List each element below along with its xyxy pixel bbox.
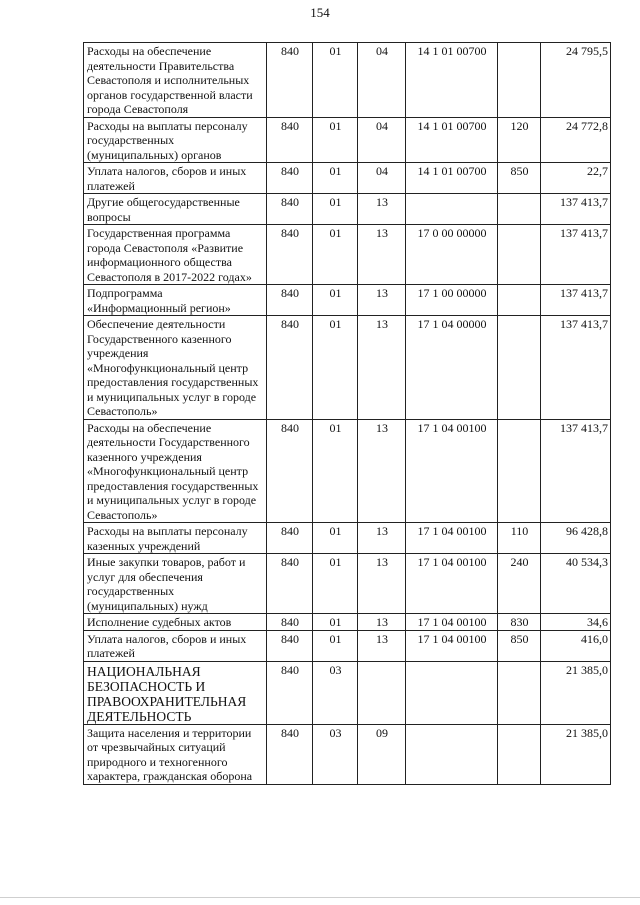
expense-type-cell: 850: [498, 163, 541, 194]
amount-cell: 24 795,5: [541, 43, 611, 118]
table-row: [84, 554, 611, 614]
amount-cell: 21 385,0: [541, 661, 611, 724]
subsection-code-cell: 13: [358, 285, 406, 316]
subsection-code-cell: 13: [358, 554, 406, 614]
target-article-cell: 17 1 04 00100: [406, 554, 498, 614]
expense-type-cell: [498, 225, 541, 285]
expense-type-cell: 830: [498, 614, 541, 631]
target-article-cell: 17 1 04 00100: [406, 419, 498, 523]
expense-name-cell: Другие общегосударственные вопросы: [84, 194, 267, 225]
admin-code-cell: 840: [267, 523, 313, 554]
amount-cell: 22,7: [541, 163, 611, 194]
expense-type-cell: [498, 724, 541, 784]
admin-code-cell: 840: [267, 194, 313, 225]
expense-name-cell: Расходы на выплаты персоналу казенных учреждений: [84, 523, 267, 554]
admin-code-cell: 840: [267, 163, 313, 194]
section-code-cell: 01: [313, 316, 358, 420]
section-code-cell: 01: [313, 523, 358, 554]
amount-cell: 34,6: [541, 614, 611, 631]
budget-table: [83, 42, 611, 785]
table-row: [84, 661, 611, 724]
amount-cell: 96 428,8: [541, 523, 611, 554]
section-code-cell: 01: [313, 419, 358, 523]
admin-code-cell: 840: [267, 117, 313, 163]
expense-type-cell: [498, 194, 541, 225]
expense-name-cell: Подпрограмма «Информационный регион»: [84, 285, 267, 316]
target-article-cell: 17 1 04 00100: [406, 523, 498, 554]
target-article-cell: 17 1 00 00000: [406, 285, 498, 316]
admin-code-cell: 840: [267, 225, 313, 285]
admin-code-cell: 840: [267, 661, 313, 724]
expense-name-cell: Исполнение судебных актов: [84, 614, 267, 631]
expense-name-cell: Расходы на выплаты персоналу государственных (муниципальных) органов: [84, 117, 267, 163]
expense-type-cell: [498, 316, 541, 420]
target-article-cell: [406, 724, 498, 784]
target-article-cell: [406, 661, 498, 724]
admin-code-cell: 840: [267, 630, 313, 661]
expense-type-cell: [498, 43, 541, 118]
target-article-cell: 17 1 04 00100: [406, 630, 498, 661]
table-row: [84, 614, 611, 631]
target-article-cell: 17 0 00 00000: [406, 225, 498, 285]
amount-cell: 137 413,7: [541, 194, 611, 225]
section-code-cell: 01: [313, 43, 358, 118]
amount-cell: 137 413,7: [541, 419, 611, 523]
expense-type-cell: 120: [498, 117, 541, 163]
admin-code-cell: 840: [267, 724, 313, 784]
expense-type-cell: [498, 661, 541, 724]
section-code-cell: 01: [313, 194, 358, 225]
table-row: [84, 316, 611, 420]
target-article-cell: 14 1 01 00700: [406, 117, 498, 163]
target-article-cell: 14 1 01 00700: [406, 163, 498, 194]
admin-code-cell: 840: [267, 614, 313, 631]
expense-name-cell: НАЦИОНАЛЬНАЯ БЕЗОПАСНОСТЬ И ПРАВООХРАНИТЕЛЬНАЯ ДЕЯТЕЛЬНОСТЬ: [84, 661, 267, 724]
expense-name-cell: Государственная программа города Севастополя «Развитие информационного общества Севастополя в 2017-2022 годах»: [84, 225, 267, 285]
table-row: [84, 419, 611, 523]
admin-code-cell: 840: [267, 43, 313, 118]
expense-name-cell: Иные закупки товаров, работ и услуг для обеспечения государственных (муниципальных) нужд: [84, 554, 267, 614]
expense-name-cell: Расходы на обеспечение деятельности Правительства Севастополя и исполнительных органов государственной власти города Севастополя: [84, 43, 267, 118]
expense-type-cell: [498, 419, 541, 523]
section-code-cell: 01: [313, 630, 358, 661]
section-code-cell: 01: [313, 163, 358, 194]
target-article-cell: 17 1 04 00000: [406, 316, 498, 420]
expense-name-cell: Расходы на обеспечение деятельности Государственного казенного учреждения «Многофункциональный центр предоставления государственных и муниципальных услуг в городе Севастополь»: [84, 419, 267, 523]
table-row: [84, 285, 611, 316]
expense-type-cell: [498, 285, 541, 316]
amount-cell: 137 413,7: [541, 316, 611, 420]
amount-cell: 24 772,8: [541, 117, 611, 163]
section-code-cell: 01: [313, 614, 358, 631]
expense-name-cell: Обеспечение деятельности Государственного казенного учреждения «Многофункциональный центр предоставления государственных и муниципальных услуг в городе Севастополь»: [84, 316, 267, 420]
target-article-cell: 17 1 04 00100: [406, 614, 498, 631]
target-article-cell: [406, 194, 498, 225]
page-number: 154: [310, 5, 330, 20]
admin-code-cell: 840: [267, 316, 313, 420]
subsection-code-cell: [358, 661, 406, 724]
table-row: [84, 523, 611, 554]
amount-cell: 137 413,7: [541, 225, 611, 285]
section-code-cell: 03: [313, 724, 358, 784]
subsection-code-cell: 04: [358, 163, 406, 194]
subsection-code-cell: 13: [358, 523, 406, 554]
admin-code-cell: 840: [267, 285, 313, 316]
expense-type-cell: 850: [498, 630, 541, 661]
subsection-code-cell: 13: [358, 225, 406, 285]
table-row: [84, 117, 611, 163]
amount-cell: 416,0: [541, 630, 611, 661]
section-code-cell: 01: [313, 554, 358, 614]
amount-cell: 40 534,3: [541, 554, 611, 614]
subsection-code-cell: 13: [358, 614, 406, 631]
table-row: [84, 225, 611, 285]
table-row: [84, 194, 611, 225]
subsection-code-cell: 13: [358, 316, 406, 420]
table-row: [84, 43, 611, 118]
amount-cell: 137 413,7: [541, 285, 611, 316]
section-code-cell: 01: [313, 225, 358, 285]
expense-type-cell: 110: [498, 523, 541, 554]
section-code-cell: 01: [313, 285, 358, 316]
section-code-cell: 03: [313, 661, 358, 724]
subsection-code-cell: 04: [358, 43, 406, 118]
amount-cell: 21 385,0: [541, 724, 611, 784]
target-article-cell: 14 1 01 00700: [406, 43, 498, 118]
table-row: [84, 163, 611, 194]
expense-type-cell: 240: [498, 554, 541, 614]
table-row: [84, 630, 611, 661]
subsection-code-cell: 13: [358, 419, 406, 523]
budget-table-body: [84, 43, 611, 785]
bottom-edge-line: [0, 897, 640, 898]
table-row: [84, 724, 611, 784]
expense-name-cell: Уплата налогов, сборов и иных платежей: [84, 630, 267, 661]
expense-name-cell: Защита населения и территории от чрезвычайных ситуаций природного и техногенного характера, гражданская оборона: [84, 724, 267, 784]
section-code-cell: 01: [313, 117, 358, 163]
subsection-code-cell: 13: [358, 194, 406, 225]
admin-code-cell: 840: [267, 419, 313, 523]
subsection-code-cell: 13: [358, 630, 406, 661]
expense-name-cell: Уплата налогов, сборов и иных платежей: [84, 163, 267, 194]
subsection-code-cell: 09: [358, 724, 406, 784]
subsection-code-cell: 04: [358, 117, 406, 163]
admin-code-cell: 840: [267, 554, 313, 614]
